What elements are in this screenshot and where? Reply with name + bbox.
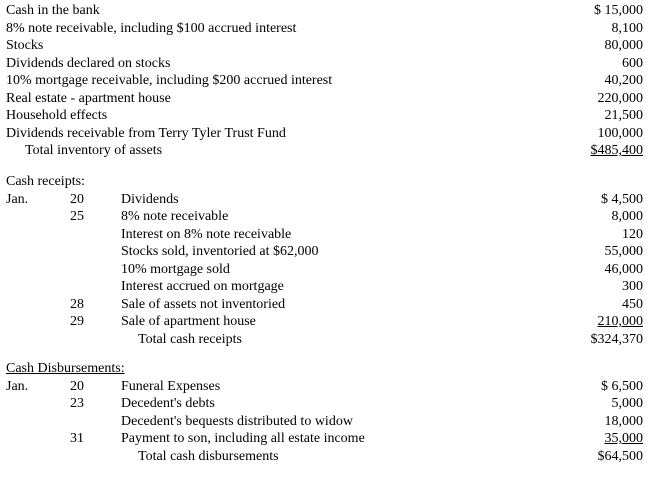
receipt-day: 20 [70,191,84,207]
receipts-total-row [0,331,650,349]
receipts-total-label: Total cash receipts [138,331,242,347]
disbursement-desc: Payment to son, including all estate income [121,431,365,446]
inventory-label: 10% mortgage receivable, including $200 accrued interest [6,73,333,88]
inventory-label: Cash in the bank [6,3,100,18]
inventory-total-label: Total inventory of assets [25,143,163,158]
receipt-month: Jan. [6,191,29,207]
receipt-row [0,313,650,331]
inventory-amount: 40,200 [604,73,643,88]
inventory-amount: 600 [622,55,643,71]
section-heading-row [0,360,650,378]
receipt-row [0,296,650,314]
inventory-label: Dividends receivable from Terry Tyler Trust Fund [6,125,286,141]
disbursement-amount: $ 6,500 [601,378,643,394]
disbursements-total-row [0,448,650,466]
receipt-desc: Interest accrued on mortgage [121,279,284,294]
cash-receipts-heading: Cash receipts: [6,174,85,189]
disbursement-day: 23 [70,396,84,411]
receipt-row [0,191,650,209]
disbursement-row [0,430,650,448]
disbursement-day: 31 [70,431,84,446]
section-heading-row [0,173,650,191]
inventory-row [0,37,650,55]
receipt-amount: 55,000 [604,244,643,259]
disbursement-desc: Funeral Expenses [121,378,221,394]
receipt-desc: Interest on 8% note receivable [121,226,292,242]
cash-disbursements-heading: Cash Disbursements: [6,361,125,376]
inventory-row [0,20,650,38]
inventory-amount: 100,000 [597,125,643,141]
receipt-desc: Sale of assets not inventoried [121,296,286,312]
disbursement-month: Jan. [6,378,29,394]
receipt-amount: 300 [622,279,643,294]
inventory-amount: 21,500 [604,108,643,123]
disbursement-row [0,395,650,413]
disbursement-row [0,378,650,396]
receipt-row [0,226,650,244]
disbursement-desc: Decedent's debts [121,396,215,411]
receipt-row [0,278,650,296]
disbursement-amount: 35,000 [604,431,643,446]
disbursements-total-label: Total cash disbursements [138,448,279,464]
receipt-day: 29 [70,314,84,329]
receipt-desc: Sale of apartment house [121,314,256,329]
inventory-row [0,90,650,108]
receipt-amount: $ 4,500 [601,191,643,207]
disbursements-total-amount: $64,500 [597,448,643,464]
receipt-desc: 10% mortgage sold [121,261,230,277]
inventory-row [0,125,650,143]
inventory-amount: 8,100 [611,20,643,36]
receipts-total-amount: $324,370 [590,331,643,347]
inventory-label: Dividends declared on stocks [6,55,171,71]
disbursement-desc: Decedent's bequests distributed to widow [121,413,353,429]
inventory-label: Real estate - apartment house [6,90,171,106]
inventory-row [0,72,650,90]
inventory-row [0,107,650,125]
receipt-desc: Dividends [121,191,179,207]
receipt-amount: 450 [622,296,643,312]
inventory-amount: $ 15,000 [594,3,643,18]
inventory-row [0,55,650,73]
receipt-desc: 8% note receivable [121,209,229,224]
inventory-row [0,2,650,20]
inventory-total-amount: $485,400 [590,143,643,158]
receipt-row [0,243,650,261]
inventory-label: Household effects [6,108,108,123]
receipt-amount: 120 [622,226,643,242]
receipt-desc: Stocks sold, inventoried at $62,000 [121,244,319,259]
receipt-row [0,261,650,279]
disbursement-day: 20 [70,378,84,394]
inventory-amount: 80,000 [604,38,643,53]
disbursement-row [0,413,650,431]
receipt-day: 25 [70,209,84,224]
inventory-label: Stocks [6,38,44,53]
receipt-amount: 210,000 [597,314,643,329]
receipt-row [0,208,650,226]
inventory-amount: 220,000 [597,90,643,106]
disbursement-amount: 18,000 [604,413,643,429]
receipt-amount: 46,000 [604,261,643,277]
inventory-total-row [0,142,650,160]
receipt-amount: 8,000 [611,209,643,224]
inventory-label: 8% note receivable, including $100 accrued interest [6,20,297,36]
receipt-day: 28 [70,296,84,312]
disbursement-amount: 5,000 [611,396,643,411]
